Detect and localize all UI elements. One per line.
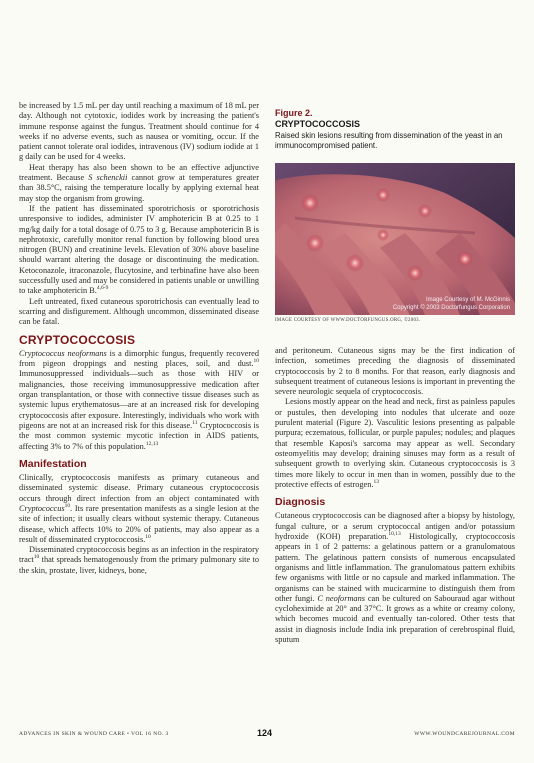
paragraph: Left untreated, fixed cutaneous sporotrichosis can eventually lead to scarring and disfigurement. Although uncommon, disseminated disease can be fatal. — [19, 296, 259, 327]
citation: 12,13 — [145, 440, 159, 447]
text-run: cannot grow at temperatures greater than 38.5°C, raising the temperature locally by applying external heat may stop the organism from growing. — [19, 173, 260, 203]
text-run: Clinically, cryptococcosis manifests as primary cutaneous and disseminated systemic disease. Primary cutaneous cryptococcosis occurs through direct infection from an object contaminated with — [19, 473, 259, 503]
text-run: is a dimorphic fungus, frequently recovered from pigeon droppings and nesting places, soil, and dust. — [19, 348, 259, 369]
italic-term: Cryptococcus neoformans — [19, 348, 107, 358]
subsection-title: Diagnosis — [275, 496, 326, 509]
citation: 10 — [64, 503, 71, 510]
lesion — [346, 254, 364, 272]
lesion — [457, 251, 473, 267]
lesion — [306, 234, 324, 252]
italic-term: S schenckii — [88, 173, 128, 183]
page-footer — [19, 728, 515, 740]
text-run: . Its rare presentation manifests as a single lesion at the site of infection; it usually clears without systemic therapy. Cutaneous disease, which affects 10% to 20% of patients, may also appear as a result of disseminated cryptococcosis. — [19, 503, 259, 544]
text-run: Cryptococcosis is the most common systemic mycotic infection in AIDS patients, affecting 3% to 7% of this population. — [19, 420, 259, 451]
section-title: CRYPTOCOCCOSIS — [19, 332, 136, 347]
credit-line: Copyright © 2003 Doctorfungus Corporation — [392, 304, 510, 311]
text-run: that spreads hematogenously from the primary pulmonary site to the skin, prostate, liver, kidneys, bone, — [19, 555, 259, 575]
paragraph — [19, 204, 259, 297]
figure-label: Figure 2. — [275, 108, 313, 118]
image-source: IMAGE COURTESY OF WWW.DOCTORFUNGUS.ORG, ©2003. — [275, 318, 421, 323]
citation: 11 — [192, 420, 198, 427]
paragraph — [19, 349, 259, 452]
paragraph: be increased by 1.5 mL per day until reaching a maximum of 18 mL per day. Although not cytotoxic, iodides work by increasing the patient's immune response against the fungus. Treatment should continue for 4 weeks if no adverse events, such as nausea or vomiting, occur. If the patient cannot tolerate oral iodides, intravenous (IV) sodium iodide at 1 g daily can be used for 4 weeks. — [19, 101, 259, 162]
paragraph — [275, 397, 515, 490]
citation: 10 — [33, 554, 40, 561]
lesion — [301, 194, 319, 212]
citation: 13 — [373, 479, 379, 486]
page-number: 124 — [257, 728, 273, 738]
figure-photo — [275, 163, 515, 315]
italic-term: C neoformans — [317, 593, 365, 603]
text-run: Heat therapy has also been shown to be an effective adjunctive treatment. Because — [19, 162, 259, 183]
lesion — [418, 204, 432, 218]
text-run: If the patient has disseminated sporotrichosis or sporotrichosis unresponsive to iodides, administer IV amphotericin B at 0.25 to 1 mg/kg daily for a total dosage of 0.75 to 3 g. Because amphotericin B is nephrotoxic, carefully monitor renal function by following blood urea nitrogen (BUN) and creatinine levels. Elevation of 30% above baseline should warrant altering the dosage or discontinuing the medication. Ketoconazole, itraconazole, flucytosine, and terbinafine have also been successfully used and may be considered in patients unable or unwilling to take amphotericin B. — [19, 203, 259, 296]
italic-term: Cryptococcus — [19, 503, 65, 513]
lesion — [377, 229, 389, 241]
right-column — [275, 346, 515, 645]
text-run: Histologically, cryptococcosis appears in 1 of 2 patterns: a gelatinous pattern or a granulomatous pattern. The gelatinous pattern consists of numerous encapsulated organisms and little inflammation. The granulomatous pattern exhibits few organisms with little or no capsule and marked inflammation. The organisms can be stained with mucicarmine to distinguish them from other fungi. — [275, 532, 515, 603]
subsection-title: Manifestation — [19, 457, 87, 470]
lesion — [407, 265, 423, 281]
citation: 10,13 — [388, 531, 401, 538]
citation: 10 — [145, 534, 151, 541]
figure-title: CRYPTOCOCCOSIS — [275, 119, 361, 129]
citation: 10 — [253, 358, 259, 365]
photo-credit — [393, 297, 510, 312]
paragraph — [275, 511, 515, 645]
hand-lesions-photo — [275, 163, 515, 315]
journal-website: WWW.WOUNDCAREJOURNAL.COM — [414, 731, 515, 737]
paragraph: and peritoneum. Cutaneous signs may be the first indication of infection, sometimes preceding the diagnosis of disseminated cryptococcosis by 2 to 8 months. For that reason, early diagnosis and subsequent treatment of cutaneous lesions is important in preventing the severe neurologic sequela of cryptococcosis. — [275, 346, 515, 397]
text-run: Cutaneous cryptococcosis can be diagnosed after a biopsy by histology, fungal culture, or a serum cryptococcal antigen and/or potassium hydroxide (KOH) preparation. — [275, 511, 515, 542]
paragraph — [19, 473, 259, 545]
text-run: Disseminated cryptococcosis begins as an infection in the respiratory tract — [19, 545, 259, 565]
paragraph — [19, 545, 259, 576]
text-run: Immunosuppressed individuals—such as those with HIV or malignancies, those receiving immunosuppressive medication after organ transplantation, or those with connective tissue diseases such as systemic lupus erythematosus—are at an increased risk for developing cryptococcosis after exposure. Interestingly, individuals who work with pigeons are not at an increased risk for this disease. — [19, 369, 259, 430]
left-column — [19, 101, 259, 576]
figure-header — [275, 108, 515, 150]
citation: 4,6-9 — [96, 285, 109, 292]
credit-line: Image Courtesy of M. McGinnis — [425, 297, 510, 303]
text-run: Lesions mostly appear on the head and neck, first as painless papules or pustules, then developing into nodules that ulcerate and ooze purulent material (Figure 2). Vasculitic lesions presenting as palpable purpura; eczematous, follicular, or purple papules; nodules; and plaques that resemble Kaposi's sarcoma may appear as well. Secondary osteomyelitis may develop; draining sinuses may form as a result of subsequent growth to overlying skin. Cutaneous cryptococcosis is 3 times more likely to occur in men than in women, possibly due to the protective effects of estrogen. — [275, 397, 515, 489]
paragraph — [19, 163, 259, 204]
text-run: can be cultured on Sabouraud agar without cycloheximide at 20° and 37°C. It grows as a white or creamy colony, which becomes mucoid and eventually tan-colored. Other tests that assist in diagnosis include India ink preparation of cerebrospinal fluid, sputum — [275, 593, 515, 645]
journal-name: ADVANCES IN SKIN & WOUND CARE • VOL 16 NO. 3 — [19, 731, 169, 737]
figure-caption: Raised skin lesions resulting from dissemination of the yeast in an immunocompromised patient. — [275, 131, 503, 150]
lesion — [376, 188, 390, 202]
